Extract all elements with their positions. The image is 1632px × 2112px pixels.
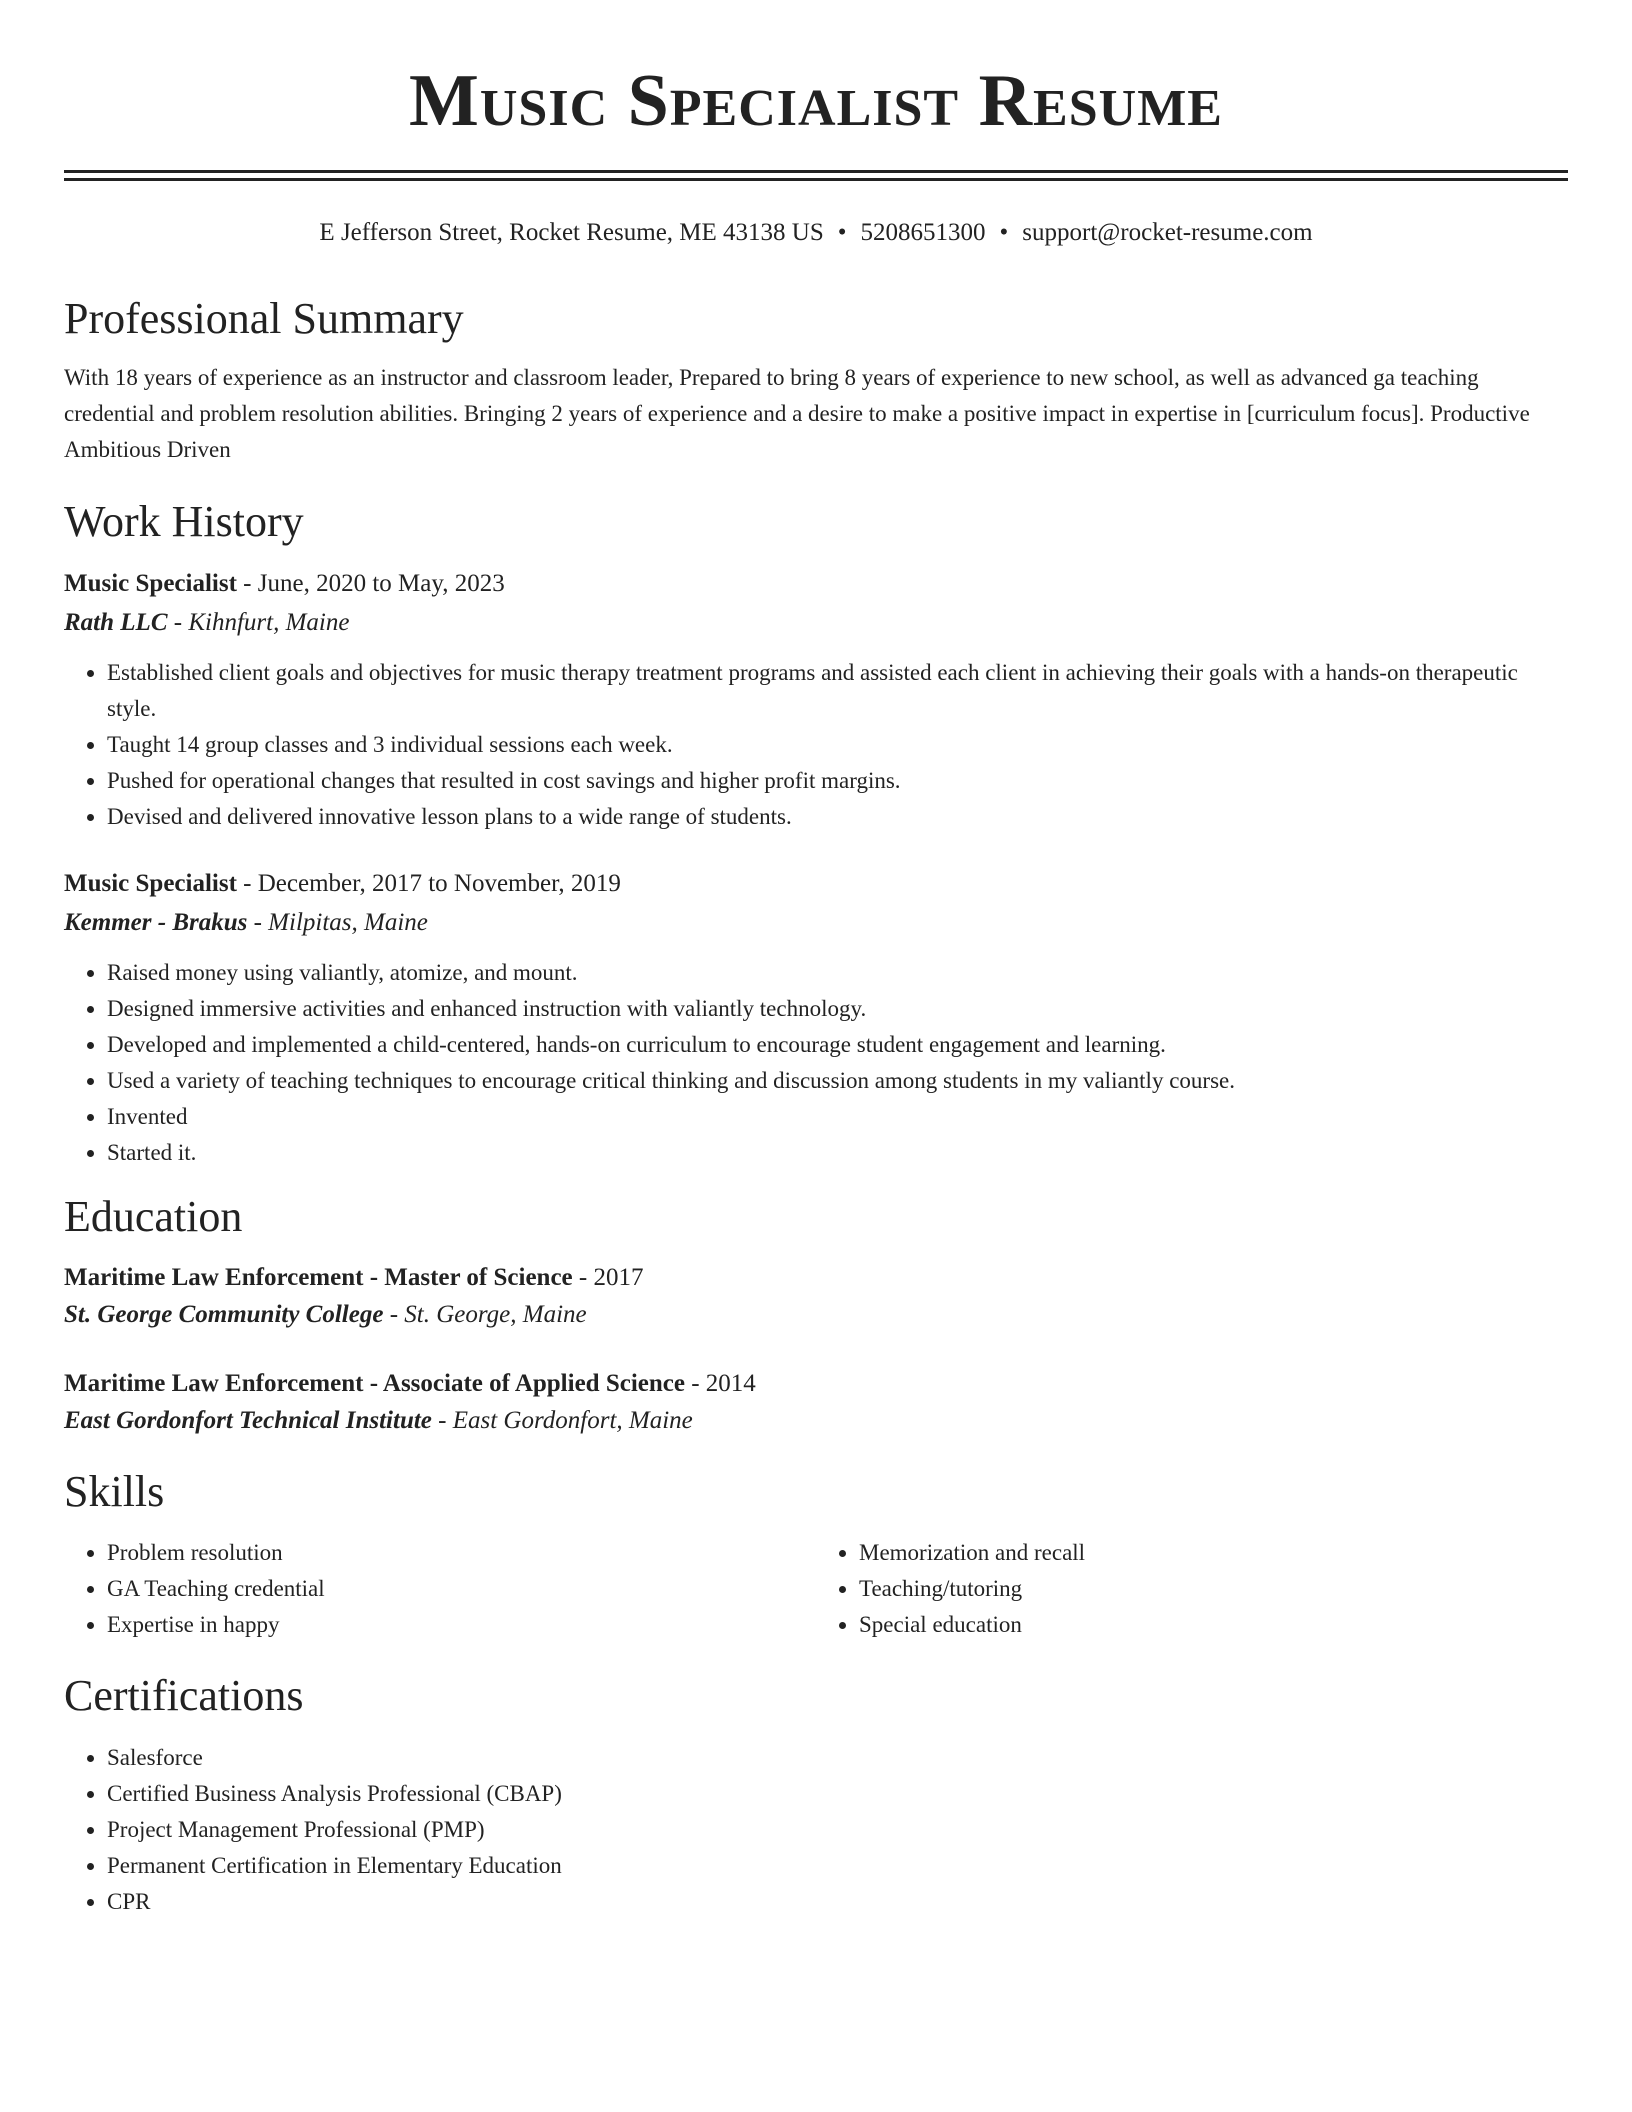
job-bullets [64, 655, 1568, 835]
list-item: • Permanent Certification in Elementary Education [107, 1848, 1568, 1884]
job-dates: - June, 2020 to May, 2023 [236, 570, 505, 597]
job-company: Rath LLC [64, 609, 168, 636]
title-divider-bottom [64, 178, 1568, 181]
certifications-list [64, 1740, 1568, 1920]
list-item: • Invented [107, 1099, 1568, 1135]
section-heading-work-history: Work History [64, 497, 304, 546]
list-item: • GA Teaching credential [107, 1571, 816, 1607]
list-item: • Developed and implemented a child-centered, hands-on curriculum to encourage student engagement and learning. [107, 1027, 1568, 1063]
contact-separator: • [837, 219, 847, 246]
section-heading-education: Education [64, 1192, 243, 1241]
skills-list-left [64, 1535, 816, 1643]
page-title: Music Specialist Resume [409, 60, 1223, 142]
list-item: • Project Management Professional (PMP) [107, 1812, 1568, 1848]
list-item: • Raised money using valiantly, atomize, and mount. [107, 955, 1568, 991]
contact-address: E Jefferson Street, Rocket Resume, ME 43138 US [319, 219, 824, 246]
list-item: • Used a variety of teaching techniques to encourage critical thinking and discussion among students in my valiantly course. [107, 1063, 1568, 1099]
job-dates: - December, 2017 to November, 2019 [236, 870, 621, 897]
contact-phone: 5208651300 [860, 219, 986, 246]
job-location: - Milpitas, Maine [247, 909, 428, 936]
list-item: • Expertise in happy [107, 1607, 816, 1643]
education-degree: Maritime Law Enforcement - Master of Science [64, 1264, 573, 1291]
education-school: St. George Community College [64, 1301, 384, 1328]
skills-list-right [816, 1535, 1568, 1643]
skills-columns [64, 1535, 1568, 1643]
job-company: Kemmer - Brakus [64, 909, 248, 936]
job-entry [64, 567, 1568, 835]
job-bullets [64, 955, 1568, 1171]
contact-line [64, 216, 1568, 250]
education-year: - 2014 [684, 1370, 756, 1397]
list-item: • Taught 14 group classes and 3 individual sessions each week. [107, 727, 1568, 763]
education-school: East Gordonfort Technical Institute [64, 1407, 432, 1434]
section-heading-certifications: Certifications [64, 1671, 304, 1720]
section-heading-skills: Skills [64, 1467, 165, 1516]
education-degree: Maritime Law Enforcement - Associate of Applied Science [64, 1370, 685, 1397]
summary-text: With 18 years of experience as an instructor and classroom leader, Prepared to bring 8 years of experience to new school, as well as advanced ga teaching credential and problem resolution abilities. Bringing 2 years of experience and a desire to make a positive impact in expertise in [curriculum focus]. Productive Ambitious Driven [64, 365, 1530, 462]
education-location: - East Gordonfort, Maine [431, 1407, 693, 1434]
list-item: • Certified Business Analysis Professional (CBAP) [107, 1776, 1568, 1812]
list-item: • Teaching/tutoring [859, 1571, 1568, 1607]
list-item: • Started it. [107, 1135, 1568, 1171]
job-title: Music Specialist [64, 570, 237, 597]
job-entry [64, 867, 1568, 1171]
list-item: • Memorization and recall [859, 1535, 1568, 1571]
list-item: • Established client goals and objectives for music therapy treatment programs and assisted each client in achieving their goals with a hands-on therapeutic style. [107, 655, 1568, 727]
contact-email: support@rocket-resume.com [1022, 219, 1313, 246]
list-item: • Devised and delivered innovative lesson plans to a wide range of students. [107, 799, 1568, 835]
education-entry [64, 1367, 1568, 1438]
list-item: • Salesforce [107, 1740, 1568, 1776]
list-item: • Designed immersive activities and enhanced instruction with valiantly technology. [107, 991, 1568, 1027]
list-item: • CPR [107, 1884, 1568, 1920]
list-item: • Special education [859, 1607, 1568, 1643]
education-entry [64, 1261, 1568, 1332]
job-location: - Kihnfurt, Maine [167, 609, 350, 636]
list-item: • Pushed for operational changes that resulted in cost savings and higher profit margins. [107, 763, 1568, 799]
education-year: - 2017 [572, 1264, 644, 1291]
list-item: • Problem resolution [107, 1535, 816, 1571]
education-location: - St. George, Maine [383, 1301, 587, 1328]
contact-separator: • [999, 219, 1009, 246]
job-title: Music Specialist [64, 870, 237, 897]
section-heading-summary: Professional Summary [64, 294, 464, 343]
